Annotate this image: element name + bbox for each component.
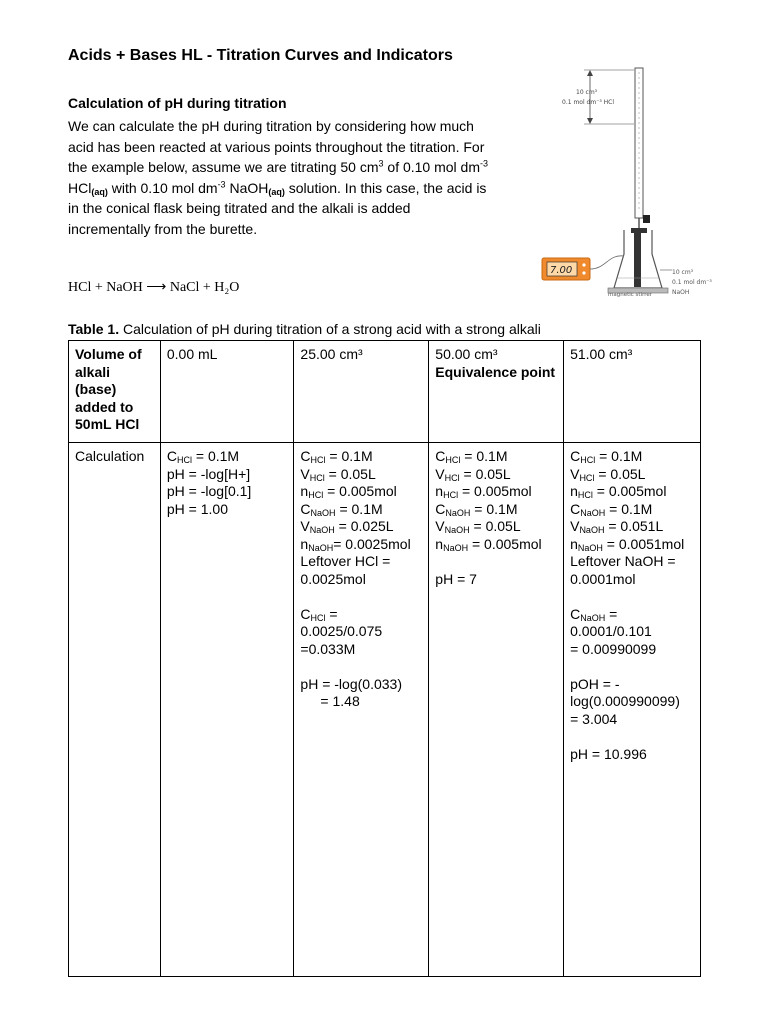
calc-line: $C_{NaOH}$ = [570, 605, 618, 623]
intro-paragraph [68, 116, 538, 239]
calc-line: = 3.004 [570, 710, 618, 727]
calc-line: $C_{HCl} = 0.1M$ [166, 448, 240, 465]
calc-cell-1 [160, 443, 294, 977]
calc-line: 0.0025/0.075 [300, 623, 383, 639]
probe [634, 232, 641, 287]
intro-line-2: acid has been reacted at various points throughout the titration. For [68, 138, 485, 155]
calc-line: $C_{HCl}$ = [300, 605, 338, 623]
calc-line: 0.0001mol [570, 570, 636, 587]
intro-line-3: the example below, assume we are titrating 50 $cm^3$ of 0.10 mol $dm^{-3}$ [68, 158, 489, 175]
calc-spacer [435, 553, 557, 571]
calc-line: pH = -log[H+] [166, 465, 251, 482]
table-calculation-row [69, 443, 701, 977]
calc-cell-2 [294, 443, 429, 977]
calc-line: Leftover NaOH = [570, 553, 676, 569]
ph-meter-reading: 7.00 [550, 265, 573, 276]
calc-line: $V_{NaOH} = 0.05L$ [435, 518, 521, 535]
calc-line: pH = -log[0.1] [166, 483, 252, 499]
calc-line: $V_{HCl} = 0.05L$ [570, 465, 646, 483]
caption-text: Calculation of pH during titration of a strong acid with a strong alkali [119, 321, 541, 337]
intro-line-5: in the conical flask being titrated and the alkali is added [68, 200, 411, 216]
header-col-4 [564, 341, 701, 443]
table-header-row [69, 341, 701, 443]
titration-diagram [538, 62, 748, 307]
calc-line: = 1.48 [320, 693, 360, 709]
col-3-volume: 50.00 cm³ [435, 346, 498, 362]
page-title: Acids + Bases HL - Titration Curves and Indicators [68, 47, 453, 64]
calc-spacer [570, 588, 694, 606]
stopcock [643, 215, 650, 223]
calc-line: $C_{NaOH} = 0.1M$ [435, 500, 518, 518]
calculation-table [68, 340, 701, 977]
calc-line: $C_{HCl} = 0.1M$ [435, 448, 508, 465]
calc-line: pH = 10.996 [570, 745, 647, 762]
calc-line: $V_{NaOH} = 0.051L$ [570, 518, 664, 535]
calc-cell-3 [429, 443, 564, 977]
calc-line: $C_{NaOH} = 0.1M$ [570, 500, 653, 518]
col-3-subtitle: Equivalence point [435, 363, 556, 380]
stirrer-label: magnetic stirrer [608, 292, 653, 298]
header-col-3 [429, 341, 564, 443]
intro-line-1: We can calculate the pH during titration by considering how much [68, 118, 474, 134]
intro-line-6: incrementally from the burette. [68, 220, 258, 237]
burette-label-conc: 0.1 mol dm⁻³ HCl [562, 99, 615, 106]
flask-label-naoh: NaOH [672, 289, 690, 296]
calc-line: log(0.000990099) [570, 693, 680, 709]
reaction-equation: HCl + NaOH ⟶ NaCl + H₂O [68, 280, 240, 295]
caption-label: Table 1. [68, 321, 120, 337]
calc-line: $n_{HCl} = 0.005mol$ [435, 483, 532, 500]
calc-spacer [300, 658, 422, 676]
section-heading: Calculation of pH during titration [68, 95, 287, 111]
calc-line: Leftover HCl = [300, 553, 391, 569]
calc-line: 0.0001/0.101 [570, 623, 652, 639]
calc-line: $C_{HCl} = 0.1M$ [300, 448, 373, 465]
calc-line: =0.033M [300, 640, 356, 657]
col-1-volume: 0.00 mL [166, 346, 218, 362]
calc-line: $V_{NaOH} = 0.025L$ [300, 518, 394, 535]
flask-label-conc: 0.1 mol dm⁻³ [672, 279, 712, 286]
calc-line: = 0.00990099 [570, 640, 657, 657]
calc-spacer [570, 658, 694, 676]
flask-label-volume: 10 cm³ [672, 269, 694, 276]
calc-line: pH = 1.00 [166, 500, 228, 517]
col-2-volume: 25.00 cm³ [300, 346, 363, 362]
header-volume-label: Volume of alkali (base) added to 50mL HCl [69, 341, 161, 443]
calc-line: $C_{HCl} = 0.1M$ [570, 448, 643, 465]
calc-line: $n_{NaOH} = 0.0051mol$ [570, 535, 685, 553]
calc-line: $V_{HCl} = 0.05L$ [435, 465, 511, 483]
header-col-2 [294, 341, 429, 443]
calc-line: $n_{NaOH}= 0.0025mol$ [300, 535, 411, 553]
intro-line-4: HCl$_{(aq)}$ with 0.10 mol $dm^{-3}$ NaOH$_{(aq)}$ solution. In this case, the acid is [68, 178, 487, 197]
calc-line: pOH = - [570, 675, 620, 692]
calc-line: $n_{HCl} = 0.005mol$ [300, 483, 397, 500]
calc-line: $n_{HCl} = 0.005mol$ [570, 483, 667, 500]
col-4-volume: 51.00 cm³ [570, 346, 633, 362]
calc-spacer [570, 728, 694, 746]
burette-label-volume: 10 cm³ [576, 89, 598, 96]
calc-line: $V_{HCl} = 0.05L$ [300, 465, 376, 483]
calc-cell-4 [564, 443, 701, 977]
row-label-calculation: Calculation [69, 443, 161, 977]
calc-line: $C_{NaOH} = 0.1M$ [300, 500, 383, 518]
calc-line: pH = -log(0.033) [300, 675, 402, 692]
header-col-1 [160, 341, 294, 443]
calc-line: 0.0025mol [300, 570, 366, 587]
table-caption [68, 321, 541, 337]
calc-spacer [300, 588, 422, 606]
calc-line: $n_{NaOH} = 0.005mol$ [435, 535, 542, 553]
calc-line: pH = 7 [435, 570, 477, 587]
